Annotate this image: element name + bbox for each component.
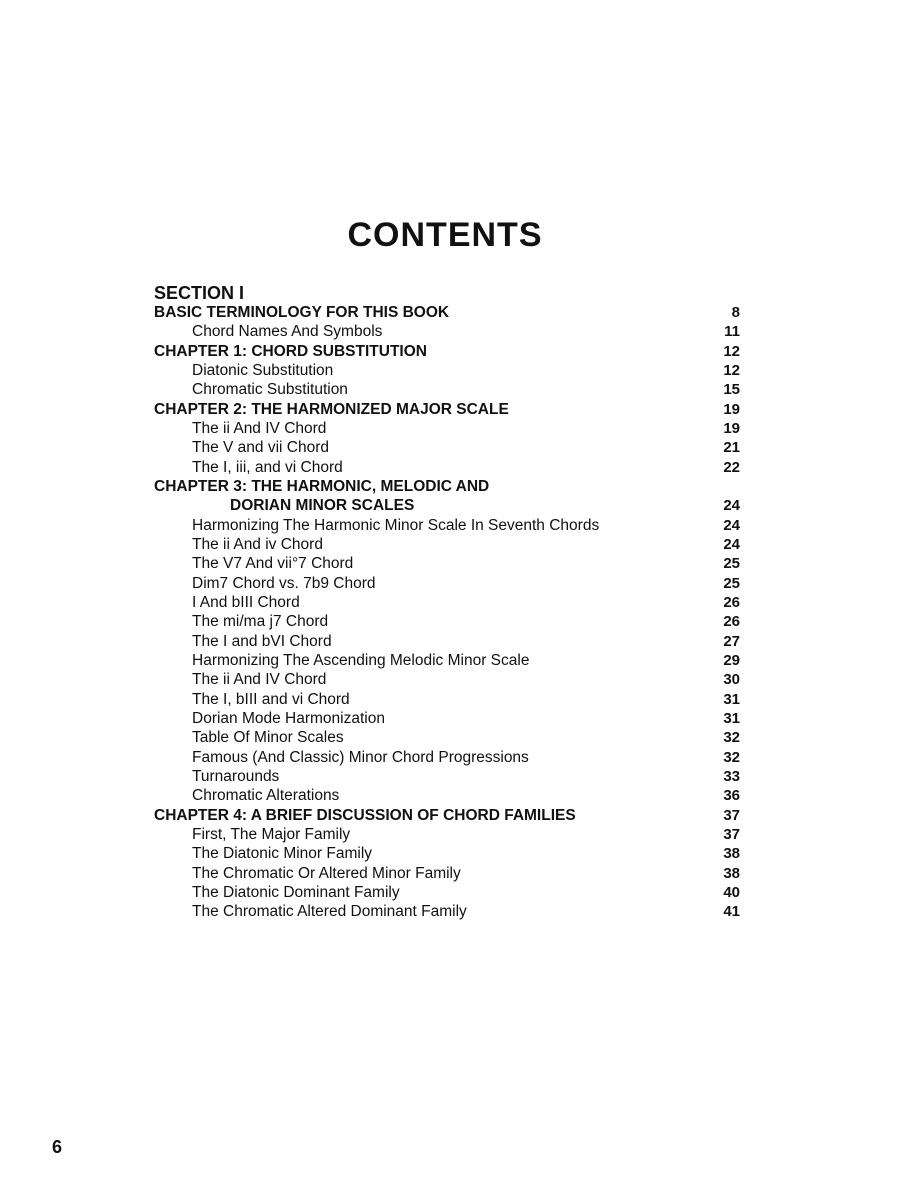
toc-page-number: 12 bbox=[723, 361, 740, 379]
toc-subentry-title: The Chromatic Or Altered Minor Family bbox=[192, 864, 461, 882]
toc-subentry-title: Table Of Minor Scales bbox=[192, 729, 344, 747]
toc-entry bbox=[154, 322, 740, 341]
page-number: 6 bbox=[52, 1137, 63, 1157]
toc-subentry-title: Chromatic Alterations bbox=[192, 787, 340, 805]
toc-subentry-title: The ii And IV Chord bbox=[192, 419, 327, 437]
toc-page-number: 40 bbox=[723, 883, 740, 901]
toc-entry bbox=[154, 574, 740, 593]
toc-subentry-title: Dim7 Chord vs. 7b9 Chord bbox=[192, 574, 376, 592]
toc-subentry-title: The ii And iv Chord bbox=[192, 535, 323, 553]
toc-chapter-title: CHAPTER 4: A BRIEF DISCUSSION OF CHORD FAMILIES bbox=[154, 806, 576, 824]
toc-entry bbox=[154, 786, 740, 805]
toc-page-number: 36 bbox=[723, 787, 740, 805]
toc-entry bbox=[154, 554, 740, 573]
toc-entry bbox=[154, 864, 740, 883]
toc-entry bbox=[154, 844, 740, 863]
toc-entry bbox=[154, 709, 740, 728]
toc-page-number: 15 bbox=[723, 381, 740, 399]
toc-page-number: 24 bbox=[723, 535, 740, 553]
toc-page-number: 41 bbox=[723, 903, 740, 921]
toc-entry bbox=[154, 670, 740, 689]
toc-page-number: 38 bbox=[723, 845, 740, 863]
toc-page-number: 19 bbox=[723, 419, 740, 437]
toc-subentry-title: The Diatonic Dominant Family bbox=[192, 883, 400, 901]
toc-subentry-title: The V7 And vii°7 Chord bbox=[192, 555, 354, 573]
toc-entry bbox=[154, 632, 740, 651]
toc-page-number: 21 bbox=[723, 439, 740, 457]
toc-page-number: 25 bbox=[723, 574, 740, 592]
toc-entry bbox=[154, 593, 740, 612]
toc-entry bbox=[154, 728, 740, 747]
toc-chapter-title: CHAPTER 1: CHORD SUBSTITUTION bbox=[154, 342, 427, 360]
toc-entry bbox=[154, 535, 740, 554]
toc-entry bbox=[154, 825, 740, 844]
toc-chapter-title: CHAPTER 3: THE HARMONIC, MELODIC AND bbox=[154, 477, 490, 495]
toc-entry bbox=[154, 612, 740, 631]
toc-subentry-title: The Diatonic Minor Family bbox=[192, 845, 373, 863]
toc-page-number: 37 bbox=[723, 825, 740, 843]
toc-chapter-title: BASIC TERMINOLOGY FOR THIS BOOK bbox=[154, 304, 450, 321]
toc-subentry-title: The V and vii Chord bbox=[192, 439, 329, 457]
toc-page-number: 11 bbox=[724, 323, 740, 341]
toc-page-number: 32 bbox=[723, 729, 740, 747]
toc-entry bbox=[154, 496, 740, 515]
toc-page-number: 33 bbox=[723, 767, 740, 785]
toc-entry bbox=[154, 690, 740, 709]
toc-subentry-title: The I, iii, and vi Chord bbox=[192, 458, 343, 476]
toc-entry bbox=[154, 477, 740, 496]
toc-subentry-title: Famous (And Classic) Minor Chord Progressions bbox=[192, 748, 529, 766]
toc-page-number: 31 bbox=[723, 690, 740, 708]
toc-subentry-title: The mi/ma j7 Chord bbox=[192, 613, 329, 631]
toc-entry bbox=[154, 516, 740, 535]
toc-entry bbox=[154, 361, 740, 380]
toc-subentry-title: First, The Major Family bbox=[192, 825, 351, 843]
toc-subentry-title: Turnarounds bbox=[192, 767, 280, 785]
toc-entry bbox=[154, 902, 740, 921]
toc-entry bbox=[154, 651, 740, 670]
toc-subentry-title: Harmonizing The Harmonic Minor Scale In Seventh Chords bbox=[192, 516, 600, 534]
toc-subentry-title: Chromatic Substitution bbox=[192, 381, 348, 399]
toc-subentry-title: The ii And IV Chord bbox=[192, 671, 327, 689]
toc-subentry-title: Diatonic Substitution bbox=[192, 361, 334, 379]
toc-entry bbox=[154, 342, 740, 361]
toc-entry bbox=[154, 806, 740, 825]
section-heading: SECTION I bbox=[154, 283, 245, 303]
toc-page-number: 37 bbox=[723, 806, 740, 824]
toc-page-number: 12 bbox=[723, 342, 740, 360]
toc-page-number: 30 bbox=[723, 671, 740, 689]
toc-entry bbox=[154, 767, 740, 786]
toc-entry bbox=[154, 438, 740, 457]
toc-subentry-title: The Chromatic Altered Dominant Family bbox=[192, 903, 467, 921]
toc-page-number: 26 bbox=[723, 593, 740, 611]
toc-entry bbox=[154, 748, 740, 767]
toc-page-number: 32 bbox=[723, 748, 740, 766]
toc-subentry-title: Chord Names And Symbols bbox=[192, 323, 383, 341]
toc-page-number: 29 bbox=[723, 651, 740, 669]
toc-entry bbox=[154, 400, 740, 419]
toc-subentry-title: Harmonizing The Ascending Melodic Minor Scale bbox=[192, 651, 530, 669]
toc-page-number: 27 bbox=[723, 632, 740, 650]
toc-page-number: 26 bbox=[723, 613, 740, 631]
toc-subentry-title: The I and bVI Chord bbox=[192, 632, 332, 650]
toc-subentry-title: I And bIII Chord bbox=[192, 593, 300, 611]
table-of-contents bbox=[154, 303, 740, 922]
toc-entry bbox=[154, 303, 740, 322]
toc-entry bbox=[154, 883, 740, 902]
toc-subentry-title: The I, bIII and vi Chord bbox=[192, 690, 350, 708]
page-title: CONTENTS bbox=[347, 216, 543, 254]
toc-page-number: 25 bbox=[723, 555, 740, 573]
toc-entry bbox=[154, 458, 740, 477]
toc-page-number: 38 bbox=[723, 864, 740, 882]
toc-page-number: 19 bbox=[723, 400, 740, 418]
toc-page-number: 24 bbox=[723, 497, 740, 515]
toc-page-number: 31 bbox=[723, 709, 740, 727]
toc-chapter-title: DORIAN MINOR SCALES bbox=[230, 497, 415, 515]
toc-subentry-title: Dorian Mode Harmonization bbox=[192, 709, 385, 727]
toc-page-number: 22 bbox=[723, 458, 740, 476]
toc-entry bbox=[154, 419, 740, 438]
toc-page-number: 8 bbox=[731, 304, 740, 321]
toc-entry bbox=[154, 380, 740, 399]
toc-chapter-title: CHAPTER 2: THE HARMONIZED MAJOR SCALE bbox=[154, 400, 509, 418]
toc-page-number: 24 bbox=[723, 516, 740, 534]
